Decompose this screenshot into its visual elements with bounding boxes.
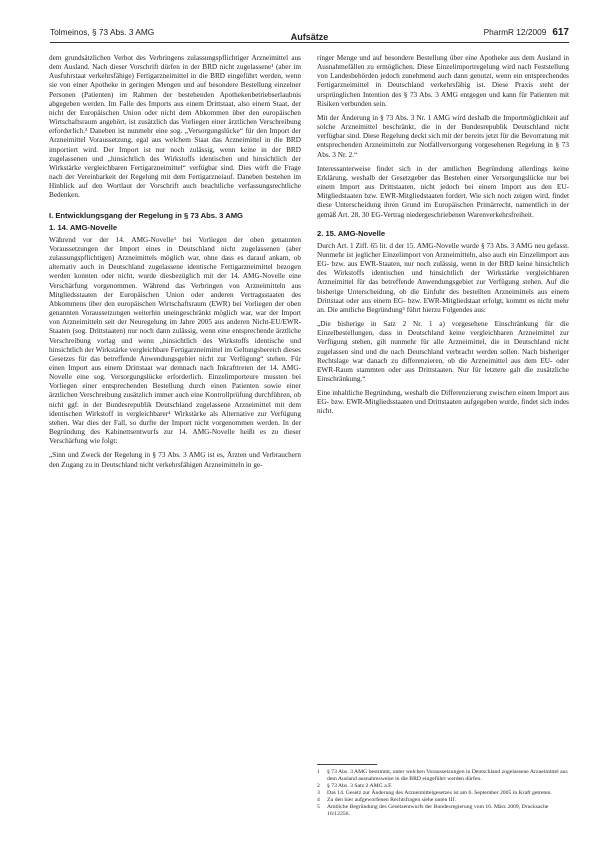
quotation: „Sinn und Zweck der Regelung in § 73 Abs. 3 AMG ist es, Ärzten und Verbrauchern den Zugang zu in Deutschland nicht verkehrsfähigen Arzneimitteln in ge-: [49, 451, 301, 469]
page-number: 617: [552, 27, 569, 38]
section-heading: I. Entwicklungsgang der Regelung in § 73 Abs. 3 AMG: [49, 210, 243, 220]
header-rule: [50, 42, 569, 43]
footnote-text: § 73 Abs. 3 Satz 2 AMG a.F.: [327, 783, 393, 789]
footnote-number: 2: [317, 783, 320, 789]
journal-issue: PharmR 12/2009: [483, 27, 547, 37]
running-header: [50, 25, 569, 43]
header-author-title: Tolmeinos, § 73 Abs. 3 AMG: [50, 27, 155, 37]
right-column: [317, 54, 569, 422]
footnote: [317, 804, 569, 818]
footnote: [317, 790, 569, 797]
subsection-heading: 2. 15. AMG-Novelle: [317, 228, 386, 238]
footnote-text: Das 14. Gesetz zur Änderung des Arzneimittelgesetzes ist am 6. September 2005 in Kraft getreten.: [327, 790, 552, 796]
quotation-continued: ringer Menge und auf besondere Bestellung über eine Apotheke aus dem Ausland in Ausnahmefällen zu ermöglichen. Diese Einzelimportregelung wird nach Feststellung von Landesbehörden jedoch zunehmend auch dann genutzt, wenn ein entsprechendes Fertigarzneimittel in Deutschland verkehrsfähig ist. Diese Praxis steht der ursprünglichen Intention des § 73 Abs. 3 AMG entgegen und kann für Patienten mit Risiken verbunden sein.: [317, 54, 569, 108]
footnote-separator: [317, 764, 377, 765]
footnote-number: 5: [317, 804, 320, 810]
footnote-number: 3: [317, 790, 320, 796]
footnote-text: Zu den hier aufgeworfenen Rechtsfragen siehe unten III.: [327, 797, 456, 803]
paragraph: Interessanterweise findet sich in der amtlichen Begründung allerdings keine Erklärung, weshalb der Gesetzgeber das Bestehen einer Versorgungslücke nur bei einem Import aus Drittstaaten, nicht jedoch bei einem Import aus den EU-Mitgliedstaaten bzw. EWR-Mitgliedstaaten fordert. Wie sich noch zeigen wird, findet diese Unterscheidung ihren Grund im Europäischen Primärrecht, namentlich in der gemäß Art. 28, 30 EG-Vertrag niedergeschriebenen Warenverkehrsfreiheit.: [317, 164, 569, 219]
quotation: „Die bisherige in Satz 2 Nr. 1 a) vorgesehene Einschränkung für die Einzelbestellungen, dass in Deutschland keine vergleichbaren Arzneimittel zur Verfügung stehen, gilt nunmehr für alle Arzneimittel, die in Deutschland nicht zugelassen sind und die nach Deutschland verbracht werden sollen. Nach bisheriger Rechtslage war danach zu differenzieren, ob die Arzneimittel aus dem EU- oder EWR-Raum stammten oder aus Drittstaaten. Nur für letztere galt die zusätzliche Einschränkung.“: [317, 320, 569, 383]
header-section: Aufsätze: [290, 32, 329, 42]
footnote: [317, 797, 569, 804]
paragraph: dem grundsätzlichen Verbot des Verbringens zulassungspflichtiger Arzneimittel aus dem Ausland. Nach dieser Vorschrift dürfen in der BRD nicht zugelassene¹ (aber im Ausfuhrstaat verkehrsfähige) Fertigarzneimittel in die BRD eingeführt werden, wenn sie von einer Apotheke in geringen Mengen und auf besondere Bestellung einzelner Personen (Patienten) im Rahmen der bestehenden Apothekenbetriebserlaubnis abgegeben werden. Im Falle des Imports aus einem Drittstaat, also einem Staat, der nicht der Europäischen Union oder nicht dem Abkommen über den europäischen Wirtschaftsraum angehört, ist zusätzlich das Vorliegen einer ärztlichen Verschreibung erforderlich.² Daneben ist nunmehr eine sog. „Versorgungslücke“ für den Import der Arzneimittel Voraussetzung, egal aus welchem Staat das Arzneimittel in die BRD importiert wird. Der Import ist nur noch zulässig, wenn keine in der BRD zugelassenen und „hinsichtlich des Wirkstoffs identischen und hinsichtlich der Wirkstärke vergleichbaren Fertigarzneimittel“ verfügbar sind. Dies wirft die Frage nach der Vereinbarkeit der Regelung mit dem Fertigarzneiauf. Daneben bestehen im Hinblick auf den Wortlaut der Vorschrift auch beachtliche verfassungsrechtliche Bedenken.: [49, 54, 301, 200]
footnote-number: 4: [317, 797, 320, 803]
paragraph: Eine inhaltliche Begründung, weshalb die Differenzierung zwischen einem Import aus EG- bzw. EWR-Mitgliedsstaaten und Drittstaaten aufgegeben wurde, findet sich indes nicht.: [317, 389, 569, 416]
header-journal: [484, 27, 569, 38]
footnote: [317, 769, 569, 783]
footnote-text: § 73 Abs. 3 AMG bestimmt, unter welchen Voraussetzungen in Deutschland zugelassene Arzneimittel aus dem Ausland ausnahmsweise in die BRD eingeführt werden dürfen.: [327, 769, 568, 782]
left-column: [49, 54, 301, 475]
paragraph: Durch Art. 1 Ziff. 65 lit. d der 15. AMG-Novelle wurde § 73 Abs. 3 AMG neu gefasst. Nunmehr ist jeglicher Einzelimport von Arzneimitteln, also auch ein Einzelimport aus EG- bzw. aus EWR-Staaten, nur noch zulässig, wenn in der BRD keine hinsichtlich des Wirkstoffs identischen und hinsichtlich der Wirkstärke vergleichbaren Arzneimittel für das betreffende Anwendungsgebiet zur Verfügung stehen. Auf die bisherige Unterscheidung, ob die Einfuhr des bestellten Arzneimittels aus einem Drittstaat oder aus einem EG- bzw. EWR-Mitgliedstaat erfolgt, kommt es nicht mehr an. Die amtliche Begründung⁵ führt hierzu Folgendes aus:: [317, 241, 569, 314]
footnote: [317, 783, 569, 790]
footnote-text: Amtliche Begründung des Gesetzentwurfs der Bundesregierung vom 16. März 2009, Drucksache 16/12256.: [327, 804, 549, 817]
footnote-number: 1: [317, 769, 320, 775]
footnotes: [317, 764, 569, 818]
subsection-heading: 1. 14. AMG-Novelle: [49, 222, 118, 232]
paragraph: Während vor der 14. AMG-Novelle³ bei Vorliegen der oben genannten Voraussetzungen der Import eines in Deutschland nicht zugelassenen (aber zulassungspflichtigen) Arzneimittels möglich war, ohne dass es darauf ankam, ob alternativ auch in Deutschland zugelassene identische Fertigarzneimittel bezogen werden konnten oder nicht, wurde diesbezüglich mit der 14. AMG-Novelle eine Verschärfung vorgenommen. Während das Verbringen von Arzneimitteln aus Mitgliedsstaaten der Europäischen Union oder anderen Vertragsstaaten des Abkommens über den europäischen Wirtschaftsraum (EWR) bei Vorliegen der oben genannten Voraussetzungen weiterhin uneingeschränkt möglich war, war der Import von Arzneimitteln seit der Neuregelung im Jahre 2005 aus anderen Nicht-EU/EWR-Staaten (sog. Drittstaaten) nur noch dann zulässig, wenn eine entsprechende ärztliche Verschreibung vorlag und wenn „hinsichtlich des Wirkstoffs identische und hinsichtlich der Wirkstärke vergleichbare Fertigarzneimittel im Geltungsbereich dieses Gesetzes für das betreffende Anwendungsgebiet nicht zur Verfügung“ stehen. Für einen Import aus einem Drittstaat war demnach nach Inkrafttreten der 14. AMG-Novelle eine sog. Versorgungslücke erforderlich. Einzelimporteure mussten bei Vorliegen einer entsprechenden Bestellung durch einen Patienten sowie einer ärztlichen Verschreibung zusätzlich immer auch eine Kontrollprüfung durchführen, ob nicht ggf. in der Bundesrepublik Deutschland zugelassene Arzneimittel mit dem identischen Wirkstoff in vergleichbarer⁴ Wirkstärke als Alternative zur Verfügung stehen. War dies der Fall, so durfte der Import nicht vorgenommen werden. In der Begründung des Kabinettsentwurfs zur 14. AMG-Novelle heißt es zu dieser Verschärfung wie folgt:: [49, 235, 301, 446]
quotation-paragraph: Mit der Änderung in § 73 Abs. 3 Nr. 1 AMG wird deshalb die Importmöglichkeit auf solche Arzneimittel beschränkt, die in der Bundesrepublik Deutschland nicht verfügbar sind. Diese Regelung deckt sich mit der bereits jetzt für die Bevorratung mit entsprechenden Arzneimitteln zur Notfallversorgung vorgesehenen Regelung in § 73 Abs. 3 Nr. 2.“: [317, 113, 569, 159]
